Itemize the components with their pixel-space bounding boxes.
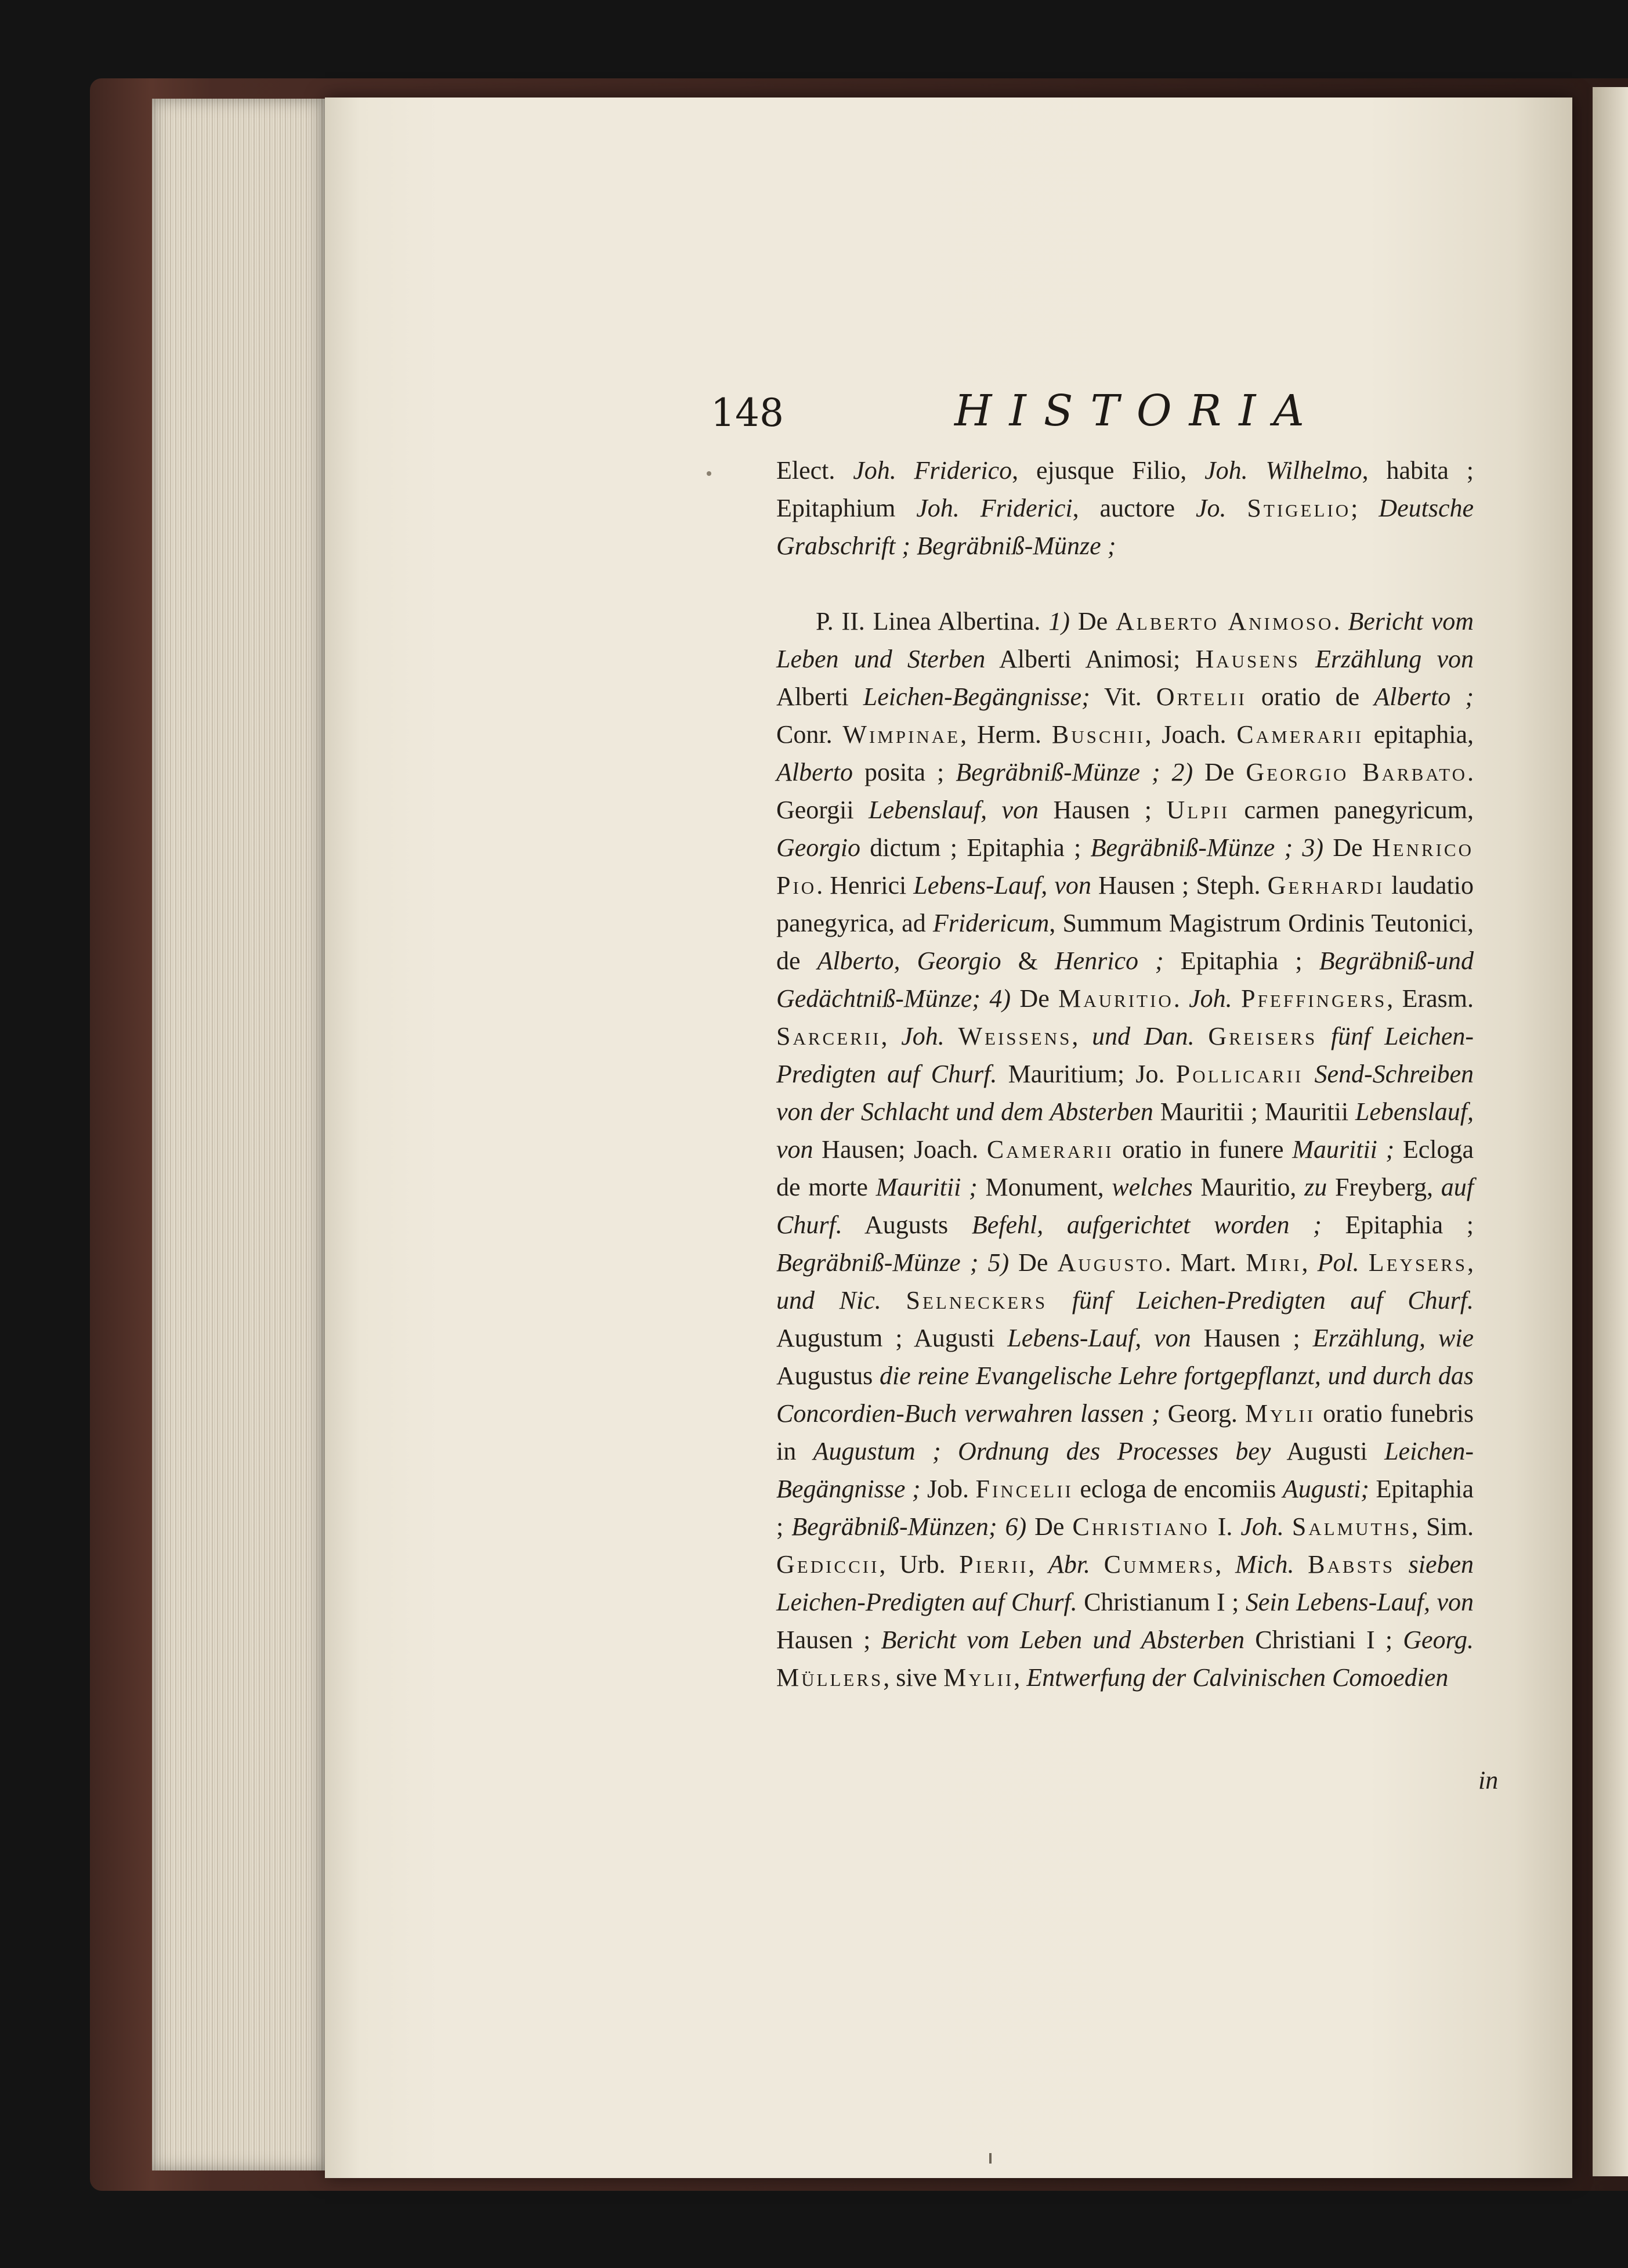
text-run [981,984,989,1013]
text-run: Mauritium; Jo. [997,1060,1176,1088]
text-run [881,1286,906,1314]
text-run [1232,984,1241,1013]
text-run: Befehl, aufgerichtet worden ; [971,1211,1322,1239]
text-run: Ulpii [1166,796,1230,824]
text-run: Lebens-Lauf, von [1007,1324,1191,1352]
text-run: Joh. [1240,1512,1284,1541]
page-mark [989,2153,992,2164]
text-run: Salmuths [1291,1512,1412,1541]
text-run: und Nic. [776,1286,881,1314]
text-run: De [1011,984,1059,1013]
text-run: Hausen ; [776,1626,881,1654]
text-run: sieben Leichen-Predigten auf Churf. [776,1550,1474,1616]
text-run: Mauritii ; [1292,1135,1395,1164]
text-run: Mylii [943,1663,1014,1692]
text-run [1395,1550,1409,1579]
text-run: Epitaphia ; [776,1475,1474,1541]
text-run: Augusti; [1282,1475,1369,1503]
text-run: Alberto [776,758,853,786]
text-run: , [1215,1550,1236,1579]
text-run: , Summum Magistrum Ordinis Teutonici, de [776,909,1474,975]
text-run: Müllers [776,1663,884,1692]
text-run: , [1072,1022,1092,1050]
text-run: , [1028,1550,1048,1579]
text-run: Joh. Wilhelmo [1204,456,1362,485]
text-run: carmen panegyricum, [1229,796,1474,824]
text-run: Alberti [776,682,863,711]
text-run: Mich. [1235,1550,1294,1579]
text-run: Christianum I ; [1077,1588,1246,1616]
text-run: Hausens [1195,645,1300,673]
text-run: und Dan. [1092,1022,1195,1050]
text-run: De [1009,1248,1058,1277]
text-run: Cummers [1104,1550,1215,1579]
text-run: Lebenslauf, von [869,796,1039,824]
text-run: Joh. Friderici [916,494,1073,522]
page-edges [152,99,332,2171]
text-run: 6) [1005,1512,1027,1541]
text-run: Augusti [1271,1437,1385,1465]
text-run: Georgio [776,833,861,862]
catchword: in [1478,1766,1499,1794]
text-run: Lebenslauf, von [776,1097,1474,1164]
text-run: oratio funebris in [776,1399,1474,1465]
text-run: Augusto [1057,1248,1165,1277]
text-run: Stigelio [1247,494,1351,522]
text-run: Georg. [1160,1399,1245,1428]
text-run: Bericht vom Leben und Absterben [881,1626,1245,1654]
text-run: Mauritii ; [875,1173,978,1201]
text-run [1317,1022,1331,1050]
text-run: Epitaphia ; [1163,947,1319,975]
text-run: posita ; [852,758,956,786]
text-run: . [1333,607,1348,635]
text-run: fünf Leichen-Predigten auf Churf. [776,1022,1474,1088]
text-run: Joh. [1189,984,1232,1013]
paragraph-2 [776,602,1474,1696]
text-run: Pierii [959,1550,1029,1579]
text-run: laudatio panegyrica, ad [776,871,1474,937]
text-run [1359,1248,1369,1277]
text-run: P. II. Linea Albertina. [816,607,1049,635]
text-run: Henrico ; [1054,947,1164,975]
text-run: Ortelii [1156,682,1247,711]
text-run: Elect. [776,456,853,485]
text-run: Leysers [1368,1248,1468,1277]
text-run: Buschii [1051,720,1145,749]
text-run: , sive [883,1663,944,1692]
text-run [1090,1550,1104,1579]
text-run: Hausen ; [1191,1324,1313,1352]
text-run: Pollicarii [1175,1060,1304,1088]
text-run [1160,758,1172,786]
text-run: Mauritio, [1192,1173,1305,1201]
text-run: , habita ; Epitaphium [776,456,1474,522]
text-run: De [1026,1512,1073,1541]
text-run: Mauritio [1058,984,1174,1013]
text-run: . [1173,984,1189,1013]
text-run: fünf Leichen-Predigten auf Churf. [1072,1286,1474,1314]
text-run: , [881,1022,902,1050]
text-run: Fridericum [932,909,1050,937]
text-run: Miri [1246,1248,1302,1277]
text-run: Begräbniß-Münze ; [1090,833,1293,862]
text-run [997,1512,1005,1541]
text-run [1293,833,1302,862]
text-run: Ecloga de morte [776,1135,1474,1201]
text-run: I. [1209,1512,1241,1541]
margin-mark [707,471,711,476]
text-run: Deutsche Grabschrift ; [776,494,1474,560]
text-run: Erzählung, wie [1312,1324,1474,1352]
text-run: , Joach. [1145,720,1237,749]
text-run: Leichen-Begängnisse; [863,682,1090,711]
text-run: 5) [987,1248,1010,1277]
text-run: Mylii [1244,1399,1316,1428]
text-run: De [1193,758,1246,786]
text-run: Wimpinae [842,720,961,749]
text-run: 4) [989,984,1011,1013]
text-run: , Erasm. [1387,984,1474,1013]
text-run: Selneckers [906,1286,1048,1314]
text-run: Lebens-Lauf, von [913,871,1091,900]
text-run [1284,1512,1292,1541]
text-run: , Sim. [1412,1512,1474,1541]
text-run: Gerhardi [1267,871,1385,900]
text-run: Gediccii [776,1550,880,1579]
text-run: & [1001,947,1055,975]
text-run: Christiani I ; [1244,1626,1403,1654]
text-run: Epitaphia ; [1321,1211,1474,1239]
text-run [1294,1550,1308,1579]
text-run: Entwerfung der Calvinischen Comoedien [1026,1663,1449,1692]
text-run: Augustum ; Ordnung des Processes bey [813,1437,1271,1465]
text-run: zu [1304,1173,1327,1201]
text-run: oratio de [1246,682,1374,711]
text-run: . Henrici [816,871,914,900]
text-run: , [1301,1248,1318,1277]
text-run: De [1069,607,1116,635]
text-run: ecloga de encomiis [1073,1475,1283,1503]
text-run: ; [1351,494,1379,522]
text-run [910,532,917,560]
text-run: , [1467,1248,1474,1277]
text-run: Bericht vom Leben und Sterben [776,607,1474,673]
text-run [1195,1022,1209,1050]
text-run: Hausen; Joach. [813,1135,987,1164]
text-run: Georg. [1403,1626,1474,1654]
text-run: Sein Lebens-Lauf, von [1245,1588,1474,1616]
text-run [1303,1060,1314,1088]
text-run: welches [1112,1173,1193,1201]
text-run: , Herm. [960,720,1052,749]
text-run: Babsts [1308,1550,1395,1579]
text-run: Joh. [901,1022,945,1050]
paragraph-1 [776,452,1474,565]
text-run: Mauritii ; Mauritii [1153,1097,1355,1126]
text-run: Hausen ; [1039,796,1167,824]
text-run: auf Churf. [776,1173,1474,1239]
text-run [945,1022,958,1050]
text-run: Abr. [1048,1550,1091,1579]
text-run: Fincelii [975,1475,1073,1503]
text-run: Pol. [1317,1248,1359,1277]
text-run: Greisers [1208,1022,1318,1050]
text-run: De [1323,833,1372,862]
text-run: Monument, [977,1173,1112,1201]
text-run: die reine Evangelische Lehre fortgepflanzt, und durch das Concordien-Buch verwahren lassen ; [776,1361,1474,1428]
text-run: dictum ; Epitaphia ; [860,833,1091,862]
text-run: epitaphia, [1363,720,1474,749]
text-run: 2) [1171,758,1193,786]
text-run [1047,1286,1072,1314]
text-run: , [1014,1663,1027,1692]
text-run: oratio in funere [1113,1135,1293,1164]
facing-page-edge [1593,87,1628,2176]
text-run: Begräbniß-Münze ; [917,532,1116,560]
text-run: 3) [1302,833,1324,862]
text-run: Camerarii [986,1135,1114,1164]
text-run: Send-Schreiben von der Schlacht und dem Absterben [776,1060,1474,1126]
text-run: Alberto Animoso [1116,607,1334,635]
running-title: HISTORIA [954,386,1322,436]
text-run: Camerarii [1236,720,1363,749]
page-number: 148 [711,391,784,435]
text-run: , ejusque Filio, [1012,456,1205,485]
text-run: Alberto ; [1374,682,1474,711]
text-run: . Georgii [776,758,1474,824]
text-run: Alberto, Georgio [817,947,1001,975]
text-run: Weissens [958,1022,1072,1050]
text-run [978,1248,987,1277]
text-run: , Urb. [879,1550,960,1579]
text-run: Augustus [776,1361,880,1390]
text-run: , auctore [1072,494,1196,522]
text-run: 1) [1048,607,1070,635]
text-run: Freyberg, [1327,1173,1441,1201]
text-run: Begräbniß-Münze ; [776,1248,979,1277]
text-run: Alberti Animosi; [985,645,1196,673]
text-run: Job. [920,1475,976,1503]
text-run [1226,494,1247,522]
text-run: Georgio Barbato [1246,758,1467,786]
text-run: Sarcerii [776,1022,881,1050]
text-run: Hausen ; Steph. [1091,871,1268,900]
text-run: Christiano [1072,1512,1210,1541]
text-run: Leichen-Begängnisse ; [776,1437,1474,1503]
text-run: Augustum ; Augusti [776,1324,1008,1352]
text-run: Begräbniß-und Gedächtniß-Münze; [776,947,1474,1013]
text-run: Henrico Pio [776,833,1474,900]
text-run: Augusts [842,1211,972,1239]
text-run: . Mart. [1164,1248,1246,1277]
text-run: Begräbniß-Münzen; [791,1512,997,1541]
body-text [776,452,1474,1696]
text-run [1300,645,1315,673]
page-header [711,386,1322,444]
text-run: Begräbniß-Münze ; [956,758,1160,786]
text-run: Vit. [1090,682,1156,711]
text-run: Pfeffingers [1241,984,1387,1013]
text-run: Conr. [776,720,843,749]
text-run: Jo. [1195,494,1227,522]
text-run: Erzählung von [1315,645,1474,673]
text-run: Joh. Friderico [853,456,1012,485]
